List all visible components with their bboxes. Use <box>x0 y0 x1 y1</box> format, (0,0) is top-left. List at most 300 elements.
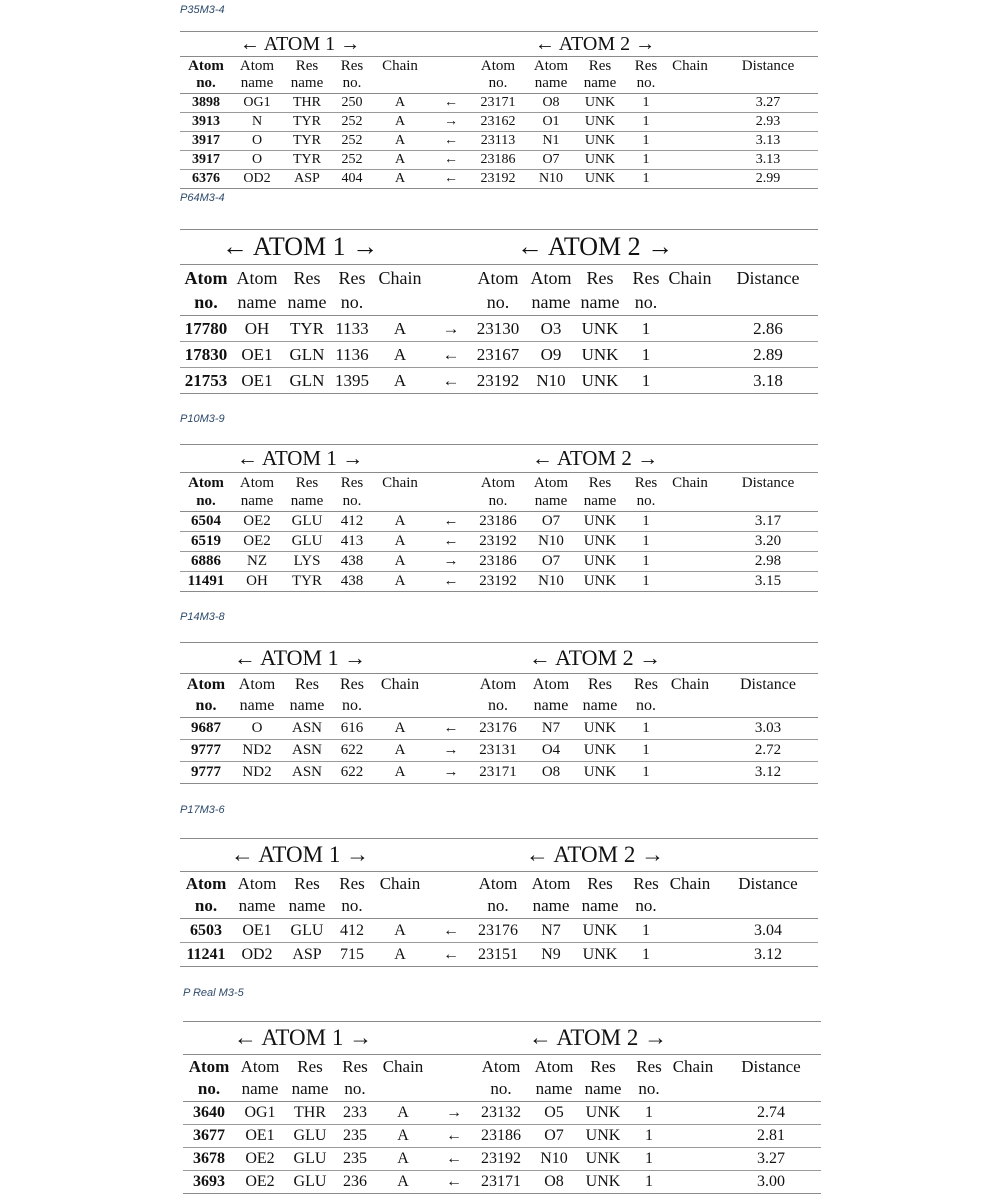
header-line-1: Atom <box>188 475 224 491</box>
header-line-2: no. <box>342 75 362 91</box>
res2-name: UNK <box>581 370 619 390</box>
header-line-1: Atom <box>186 676 226 693</box>
table-row <box>183 1125 821 1148</box>
hbond-table <box>180 229 818 394</box>
atom2-name: O7 <box>541 513 561 529</box>
header-line-1: Res <box>340 676 364 693</box>
res2-name-header <box>576 873 624 917</box>
atom2-name: O7 <box>544 1127 564 1144</box>
distance: 2.89 <box>753 344 783 364</box>
atom1-name: O <box>251 720 263 736</box>
distance: 2.99 <box>755 171 781 186</box>
res2-no: 1 <box>642 742 650 758</box>
header-line-2: no. <box>488 75 508 91</box>
res1-no: 622 <box>340 764 364 780</box>
header-line-1: Atom <box>240 1057 280 1076</box>
header-line-1: Atom <box>239 58 275 74</box>
atom-no-header <box>180 873 232 917</box>
header-line-2: no. <box>486 292 510 312</box>
header-line-1: Res <box>632 268 660 288</box>
atom1-name: OE2 <box>243 533 271 549</box>
header-line-2: name <box>241 1079 279 1098</box>
chain1: A <box>394 553 406 569</box>
atom-no-header <box>180 58 232 92</box>
res-no-header <box>332 675 372 716</box>
header-line-1: Res <box>295 58 319 74</box>
res2-name: UNK <box>584 152 616 167</box>
table-row <box>183 1171 821 1193</box>
bond-direction-arrow: → <box>443 553 459 569</box>
header-line-2: name <box>584 1079 622 1098</box>
res2-name: UNK <box>585 1173 621 1190</box>
distance-header <box>723 1056 819 1078</box>
bond-direction-arrow: ← <box>444 152 458 167</box>
atom1-name: OD2 <box>243 171 271 186</box>
header-line-2: name <box>533 696 569 714</box>
atom1-name: N <box>251 114 263 129</box>
res2-name: UNK <box>581 344 619 364</box>
header-line-2: no. <box>197 1079 221 1098</box>
bond-direction-arrow: ← <box>443 720 459 736</box>
chain-header <box>372 58 428 75</box>
res1-no: 438 <box>340 553 364 569</box>
table-row <box>180 552 818 572</box>
header-line-1: Atom <box>533 475 569 491</box>
atom1-name: OG1 <box>244 1104 276 1121</box>
distance: 3.17 <box>754 513 782 529</box>
column-header-row <box>180 872 818 919</box>
res2-no-header <box>627 1056 671 1100</box>
header-line-1: Res <box>634 58 658 74</box>
hbond-table <box>180 444 818 592</box>
atom-group-header <box>180 643 818 674</box>
atom2-name-header <box>526 873 576 917</box>
res1-no: 252 <box>341 152 363 167</box>
res1-no: 252 <box>341 114 363 129</box>
res2-no: 1 <box>645 1150 653 1167</box>
header-line-1: Res <box>636 1057 662 1076</box>
table-row <box>180 740 818 762</box>
header-line-1: Chain <box>672 58 708 74</box>
header-line-2: name <box>238 896 276 915</box>
header-line-1: Chain <box>670 676 710 693</box>
res1-name: ASN <box>291 764 322 780</box>
distance: 3.18 <box>753 370 783 390</box>
distance: 3.04 <box>754 921 782 939</box>
atom2-name: O8 <box>544 1173 564 1190</box>
res2-no-header <box>624 58 668 92</box>
atom1-name: OH <box>246 573 268 589</box>
atom1-no: 6503 <box>190 921 222 939</box>
atom-group-header <box>183 1022 821 1055</box>
bond-direction-arrow: ← <box>443 533 459 549</box>
bond-direction-arrow: ← <box>444 171 458 186</box>
res-no-header <box>335 1056 375 1100</box>
atom-name-header <box>232 675 282 716</box>
distance: 3.27 <box>755 95 781 110</box>
bond-direction-arrow: ← <box>446 1150 462 1167</box>
res1-no: 715 <box>340 945 364 963</box>
atom1-no: 3677 <box>193 1127 225 1144</box>
res2-no: 1 <box>641 370 651 390</box>
header-line-2: no. <box>196 493 216 509</box>
atom2-no: 23176 <box>479 720 517 736</box>
distance: 3.12 <box>754 764 782 780</box>
res2-name: UNK <box>585 1150 621 1167</box>
header-line-2: no. <box>194 896 218 915</box>
res2-name: UNK <box>583 533 617 549</box>
header-line-2: name <box>288 896 326 915</box>
table-row <box>180 532 818 552</box>
atom1-name: OG1 <box>243 95 271 110</box>
atom2-no: 23132 <box>481 1104 521 1121</box>
header-line-1: Distance <box>741 475 795 491</box>
res-no-header <box>332 58 372 92</box>
res1-no: 616 <box>340 720 364 736</box>
header-line-2: name <box>583 493 617 509</box>
header-line-1: Chain <box>382 1057 424 1076</box>
chain1: A <box>393 318 407 338</box>
table-row <box>180 132 818 151</box>
header-line-1: Res <box>588 475 612 491</box>
distance: 3.03 <box>754 720 782 736</box>
table-row <box>180 342 818 368</box>
header-line-1: Chain <box>672 475 708 491</box>
header-line-1: Atom <box>185 874 227 893</box>
chain2-header <box>668 58 712 75</box>
atom-name-header <box>232 474 282 510</box>
distance-header <box>720 474 816 492</box>
header-line-2: no. <box>341 896 363 915</box>
header-line-1: Res <box>588 676 612 693</box>
header-line-2: no. <box>636 696 656 714</box>
table-row <box>180 368 818 393</box>
header-line-2: name <box>582 696 618 714</box>
distance: 2.72 <box>754 742 782 758</box>
res1-name: TYR <box>293 114 321 129</box>
res2-no: 1 <box>645 1173 653 1190</box>
bond-direction-arrow: → <box>442 318 460 338</box>
atom1-group-label: ← ATOM 1 → <box>236 446 364 470</box>
atom1-group-label: ← ATOM 1 → <box>221 232 379 261</box>
distance: 2.86 <box>753 318 783 338</box>
header-line-1: Distance <box>736 268 800 288</box>
res2-no: 1 <box>642 152 650 167</box>
bond-direction-arrow: ← <box>446 1173 462 1190</box>
header-line-1: Atom <box>534 1057 574 1076</box>
table-row <box>180 316 818 342</box>
res2-no: 1 <box>642 553 650 569</box>
table-caption: P35M3-4 <box>180 4 225 16</box>
atom1-no: 9687 <box>191 720 221 736</box>
header-line-2: name <box>534 493 568 509</box>
atom2-name-header <box>526 266 576 314</box>
res-no-header <box>332 474 372 510</box>
atom2-no: 23167 <box>476 344 520 364</box>
atom-group-header <box>180 230 818 265</box>
header-line-1: Distance <box>740 676 796 693</box>
header-line-2: name <box>534 75 568 91</box>
res-no-header <box>332 266 372 314</box>
column-header-row <box>180 265 818 316</box>
header-line-1: Atom <box>531 874 571 893</box>
atom1-name: OE2 <box>243 513 271 529</box>
table-row <box>183 1148 821 1171</box>
hbond-table <box>180 838 818 967</box>
header-line-2: no. <box>636 75 656 91</box>
res2-no: 1 <box>642 171 650 186</box>
header-line-1: Res <box>634 676 658 693</box>
res-name-header <box>285 1056 335 1100</box>
hbond-table <box>183 1021 821 1194</box>
res2-no-header <box>624 675 668 716</box>
distance-header <box>720 675 816 696</box>
chain2-header <box>668 873 712 895</box>
res1-no: 250 <box>341 95 363 110</box>
atom2-no: 23130 <box>476 318 520 338</box>
header-line-1: Atom <box>188 58 224 74</box>
header-line-2: name <box>237 292 277 312</box>
header-line-2: no. <box>196 75 216 91</box>
header-line-2: name <box>583 75 617 91</box>
header-line-2: name <box>240 493 274 509</box>
atom2-name: N1 <box>542 133 560 148</box>
header-line-2: no. <box>342 696 362 714</box>
res1-name: TYR <box>292 573 322 589</box>
res1-name: THR <box>293 95 321 110</box>
res2-no: 1 <box>642 513 650 529</box>
chain-header <box>372 675 428 696</box>
res1-name: ASN <box>291 720 322 736</box>
res1-name: GLU <box>293 1150 327 1167</box>
atom1-name: OE1 <box>241 370 273 390</box>
atom2-name-header <box>526 675 576 716</box>
distance: 2.98 <box>754 553 782 569</box>
res2-no-header <box>624 873 668 917</box>
header-line-2: no. <box>490 1079 512 1098</box>
header-line-1: Atom <box>530 268 572 288</box>
res2-no: 1 <box>642 533 650 549</box>
atom2-name: N10 <box>536 370 566 390</box>
atom2-no-header <box>476 58 520 92</box>
column-header-row <box>180 674 818 718</box>
atom1-no: 3640 <box>193 1104 225 1121</box>
header-line-1: Atom <box>237 874 277 893</box>
chain1: A <box>394 921 406 939</box>
res1-no: 404 <box>341 171 363 186</box>
header-line-1: Res <box>340 475 364 491</box>
atom2-no: 23186 <box>479 553 517 569</box>
table-row <box>183 1102 821 1125</box>
atom1-no: 3917 <box>192 133 220 148</box>
chain1: A <box>394 152 406 167</box>
distance: 3.12 <box>754 945 782 963</box>
atom2-no-header <box>476 474 520 510</box>
res2-name-header <box>579 1056 627 1100</box>
res1-name: GLU <box>291 513 323 529</box>
atom1-name: OE1 <box>245 1127 275 1144</box>
res2-name: UNK <box>582 945 618 963</box>
header-line-2: name <box>535 1079 573 1098</box>
distance: 2.81 <box>757 1127 785 1144</box>
distance: 3.27 <box>757 1150 785 1167</box>
header-line-1: Distance <box>738 874 798 893</box>
res2-no: 1 <box>642 945 650 963</box>
chain1: A <box>394 742 406 758</box>
atom1-no: 11241 <box>186 945 226 963</box>
res2-no-header <box>624 266 668 314</box>
header-line-1: Atom <box>478 874 518 893</box>
header-line-1: Chain <box>672 1057 714 1076</box>
atom2-no: 23192 <box>479 573 517 589</box>
bond-direction-arrow: → <box>444 114 458 129</box>
column-header-row <box>180 473 818 512</box>
atom2-name: O7 <box>542 152 560 167</box>
chain1: A <box>397 1104 409 1121</box>
header-line-2: name <box>287 292 327 312</box>
atom2-group-label: ← ATOM 2 → <box>531 446 659 470</box>
res1-no: 236 <box>343 1173 367 1190</box>
res2-name-header <box>576 474 624 510</box>
header-line-2: no. <box>194 292 218 312</box>
res2-name: UNK <box>584 133 616 148</box>
res2-name: UNK <box>583 553 617 569</box>
header-line-2: name <box>580 292 620 312</box>
header-line-2: name <box>240 75 274 91</box>
column-header-row <box>180 57 818 94</box>
header-line-1: Chain <box>382 58 418 74</box>
atom1-name: OE1 <box>241 344 273 364</box>
table-row <box>180 943 818 966</box>
distance-header <box>720 873 816 895</box>
atom2-name: N7 <box>541 720 561 736</box>
header-line-1: Res <box>293 268 321 288</box>
header-line-2: name <box>290 75 324 91</box>
atom2-no: 23186 <box>479 513 517 529</box>
header-line-2: no. <box>340 292 364 312</box>
res1-no: 252 <box>341 133 363 148</box>
chain2-header <box>671 1056 715 1078</box>
res2-name: UNK <box>585 1104 621 1121</box>
res2-name-header <box>576 675 624 716</box>
hbond-table <box>180 642 818 784</box>
header-line-1: Atom <box>481 1057 521 1076</box>
bond-direction-arrow: ← <box>443 573 459 589</box>
chain1: A <box>394 764 406 780</box>
header-line-1: Res <box>295 676 319 693</box>
atom-name-header <box>232 873 282 917</box>
atom1-group-label: ← ATOM 1 → <box>233 1025 373 1050</box>
header-line-1: Chain <box>379 874 421 893</box>
header-line-1: Res <box>633 874 659 893</box>
atom2-group-label: ← ATOM 2 → <box>528 1025 668 1050</box>
atom1-no: 3898 <box>192 95 220 110</box>
header-line-1: Atom <box>479 676 517 693</box>
atom2-group-label: ← ATOM 2 → <box>528 645 662 670</box>
header-line-1: Atom <box>238 676 276 693</box>
atom1-no: 17780 <box>184 318 228 338</box>
column-header-row <box>183 1055 821 1102</box>
res2-name-header <box>576 58 624 92</box>
atom2-no: 23151 <box>478 945 518 963</box>
table-row <box>180 572 818 591</box>
bond-direction-arrow: ← <box>444 95 458 110</box>
res1-no: 1395 <box>335 370 369 390</box>
atom2-no: 23192 <box>480 171 516 186</box>
res1-no: 438 <box>340 573 364 589</box>
atom2-name: O8 <box>541 764 561 780</box>
atom1-group-label: ← ATOM 1 → <box>230 842 370 867</box>
chain1: A <box>394 513 406 529</box>
res2-name: UNK <box>583 720 617 736</box>
atom1-name: OD2 <box>241 945 273 963</box>
res1-no: 233 <box>343 1104 367 1121</box>
res1-name: THR <box>294 1104 326 1121</box>
atom1-name: OE2 <box>245 1173 275 1190</box>
atom1-name: OE2 <box>245 1150 275 1167</box>
table-row <box>180 919 818 943</box>
header-line-2: name <box>532 896 570 915</box>
atom2-no-header <box>479 1056 523 1100</box>
header-line-1: Atom <box>480 58 516 74</box>
atom2-no: 23171 <box>481 1173 521 1190</box>
hbond-table <box>180 31 818 189</box>
atom-name-header <box>232 266 282 314</box>
res2-no: 1 <box>642 720 650 736</box>
distance: 2.74 <box>757 1104 785 1121</box>
chain-header <box>372 873 428 895</box>
header-line-2: name <box>581 896 619 915</box>
header-line-1: Res <box>634 475 658 491</box>
bond-direction-arrow: ← <box>443 945 459 963</box>
header-line-2: no. <box>634 292 658 312</box>
atom2-name: O7 <box>541 553 561 569</box>
chain1: A <box>393 370 407 390</box>
atom2-no: 23186 <box>481 1127 521 1144</box>
bond-direction-arrow: → <box>446 1104 462 1121</box>
bond-direction-arrow: ← <box>442 344 460 364</box>
bond-direction-arrow: ← <box>442 370 460 390</box>
distance-header <box>720 266 816 290</box>
res2-name: UNK <box>584 114 616 129</box>
atom2-no: 23131 <box>479 742 517 758</box>
res1-no: 622 <box>340 742 364 758</box>
res1-name: TYR <box>293 133 321 148</box>
atom-no-header <box>183 1056 235 1100</box>
atom2-name: N10 <box>540 1150 568 1167</box>
atom1-no: 6504 <box>191 513 221 529</box>
res1-name: GLU <box>290 921 324 939</box>
header-line-1: Atom <box>480 475 516 491</box>
atom1-group-label: ← ATOM 1 → <box>239 32 361 55</box>
atom2-name: N7 <box>541 921 561 939</box>
atom2-no: 23186 <box>480 152 516 167</box>
res2-no: 1 <box>642 95 650 110</box>
res1-name: GLU <box>293 1127 327 1144</box>
chain1: A <box>394 114 406 129</box>
chain2-header <box>668 266 712 290</box>
header-line-2: name <box>290 493 324 509</box>
table-caption: P10M3-9 <box>180 413 225 425</box>
bond-direction-arrow: ← <box>446 1127 462 1144</box>
res1-no: 1133 <box>335 318 369 338</box>
res2-no: 1 <box>645 1127 653 1144</box>
chain1: A <box>397 1173 409 1190</box>
chain1: A <box>394 945 406 963</box>
header-line-1: Res <box>590 1057 616 1076</box>
atom-no-header <box>180 474 232 510</box>
atom1-no: 3917 <box>192 152 220 167</box>
